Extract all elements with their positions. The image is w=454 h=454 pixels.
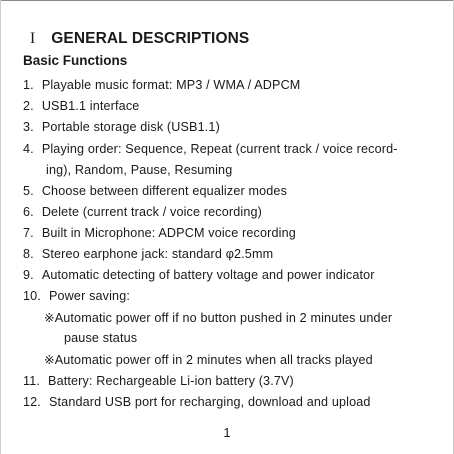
section-heading [30, 30, 249, 48]
item-text: Choose between different equalizer modes [41, 184, 288, 198]
item-number: 6. [23, 205, 34, 219]
item-number: 3. [23, 120, 34, 134]
list-item-continuation [46, 163, 232, 177]
list-item [23, 395, 371, 409]
item-text: Automatic detecting of battery voltage and power indicator [41, 268, 375, 282]
subheading-basic-functions: Basic Functions [23, 53, 128, 68]
item-text: USB1.1 interface [41, 99, 140, 113]
list-item [23, 374, 294, 388]
list-item [23, 99, 139, 113]
item-number: 2. [23, 99, 34, 113]
item-number: 12. [23, 395, 41, 409]
item-text: ing), Random, Pause, Resuming [46, 163, 233, 177]
item-text: Battery: Rechargeable Li-ion battery (3.7V) [48, 374, 294, 388]
list-item [23, 268, 375, 282]
item-number: 5. [23, 184, 34, 198]
list-subitem [44, 352, 373, 367]
section-title: GENERAL DESCRIPTIONS [51, 30, 250, 47]
item-number: 11. [23, 374, 41, 388]
list-item [23, 142, 398, 156]
top-border [0, 0, 454, 1]
item-text: Portable storage disk (USB1.1) [41, 120, 220, 134]
item-text: Delete (current track / voice recording) [41, 205, 262, 219]
item-number: 9. [23, 268, 34, 282]
item-text: Built in Microphone: ADPCM voice recording [41, 226, 296, 240]
item-text: Stereo earphone jack: standard φ2.5mm [41, 247, 274, 261]
list-subitem [44, 310, 392, 325]
item-number: 4. [23, 142, 34, 156]
list-item [23, 226, 296, 240]
item-text: Playable music format: MP3 / WMA / ADPCM [41, 78, 301, 92]
list-item-continuation [64, 331, 137, 345]
list-item [23, 289, 130, 303]
list-item [23, 184, 287, 198]
list-item [23, 78, 300, 92]
item-text: pause status [64, 331, 138, 345]
list-item [23, 205, 262, 219]
item-text: ※Automatic power off in 2 minutes when all tracks played [44, 353, 373, 367]
item-text: Power saving: [48, 289, 131, 303]
item-number: 1. [23, 78, 34, 92]
list-item [23, 247, 273, 261]
page-number: 1 [223, 425, 231, 440]
item-number: 10. [23, 289, 41, 303]
list-item [23, 120, 220, 134]
item-text: ※Automatic power off if no button pushed in 2 minutes under [44, 311, 393, 325]
item-text: Playing order: Sequence, Repeat (current track / voice record- [41, 142, 398, 156]
item-text: Standard USB port for recharging, download and upload [48, 395, 371, 409]
item-number: 8. [23, 247, 34, 261]
item-number: 7. [23, 226, 34, 240]
section-numeral: I [30, 30, 36, 47]
left-border [0, 0, 1, 454]
